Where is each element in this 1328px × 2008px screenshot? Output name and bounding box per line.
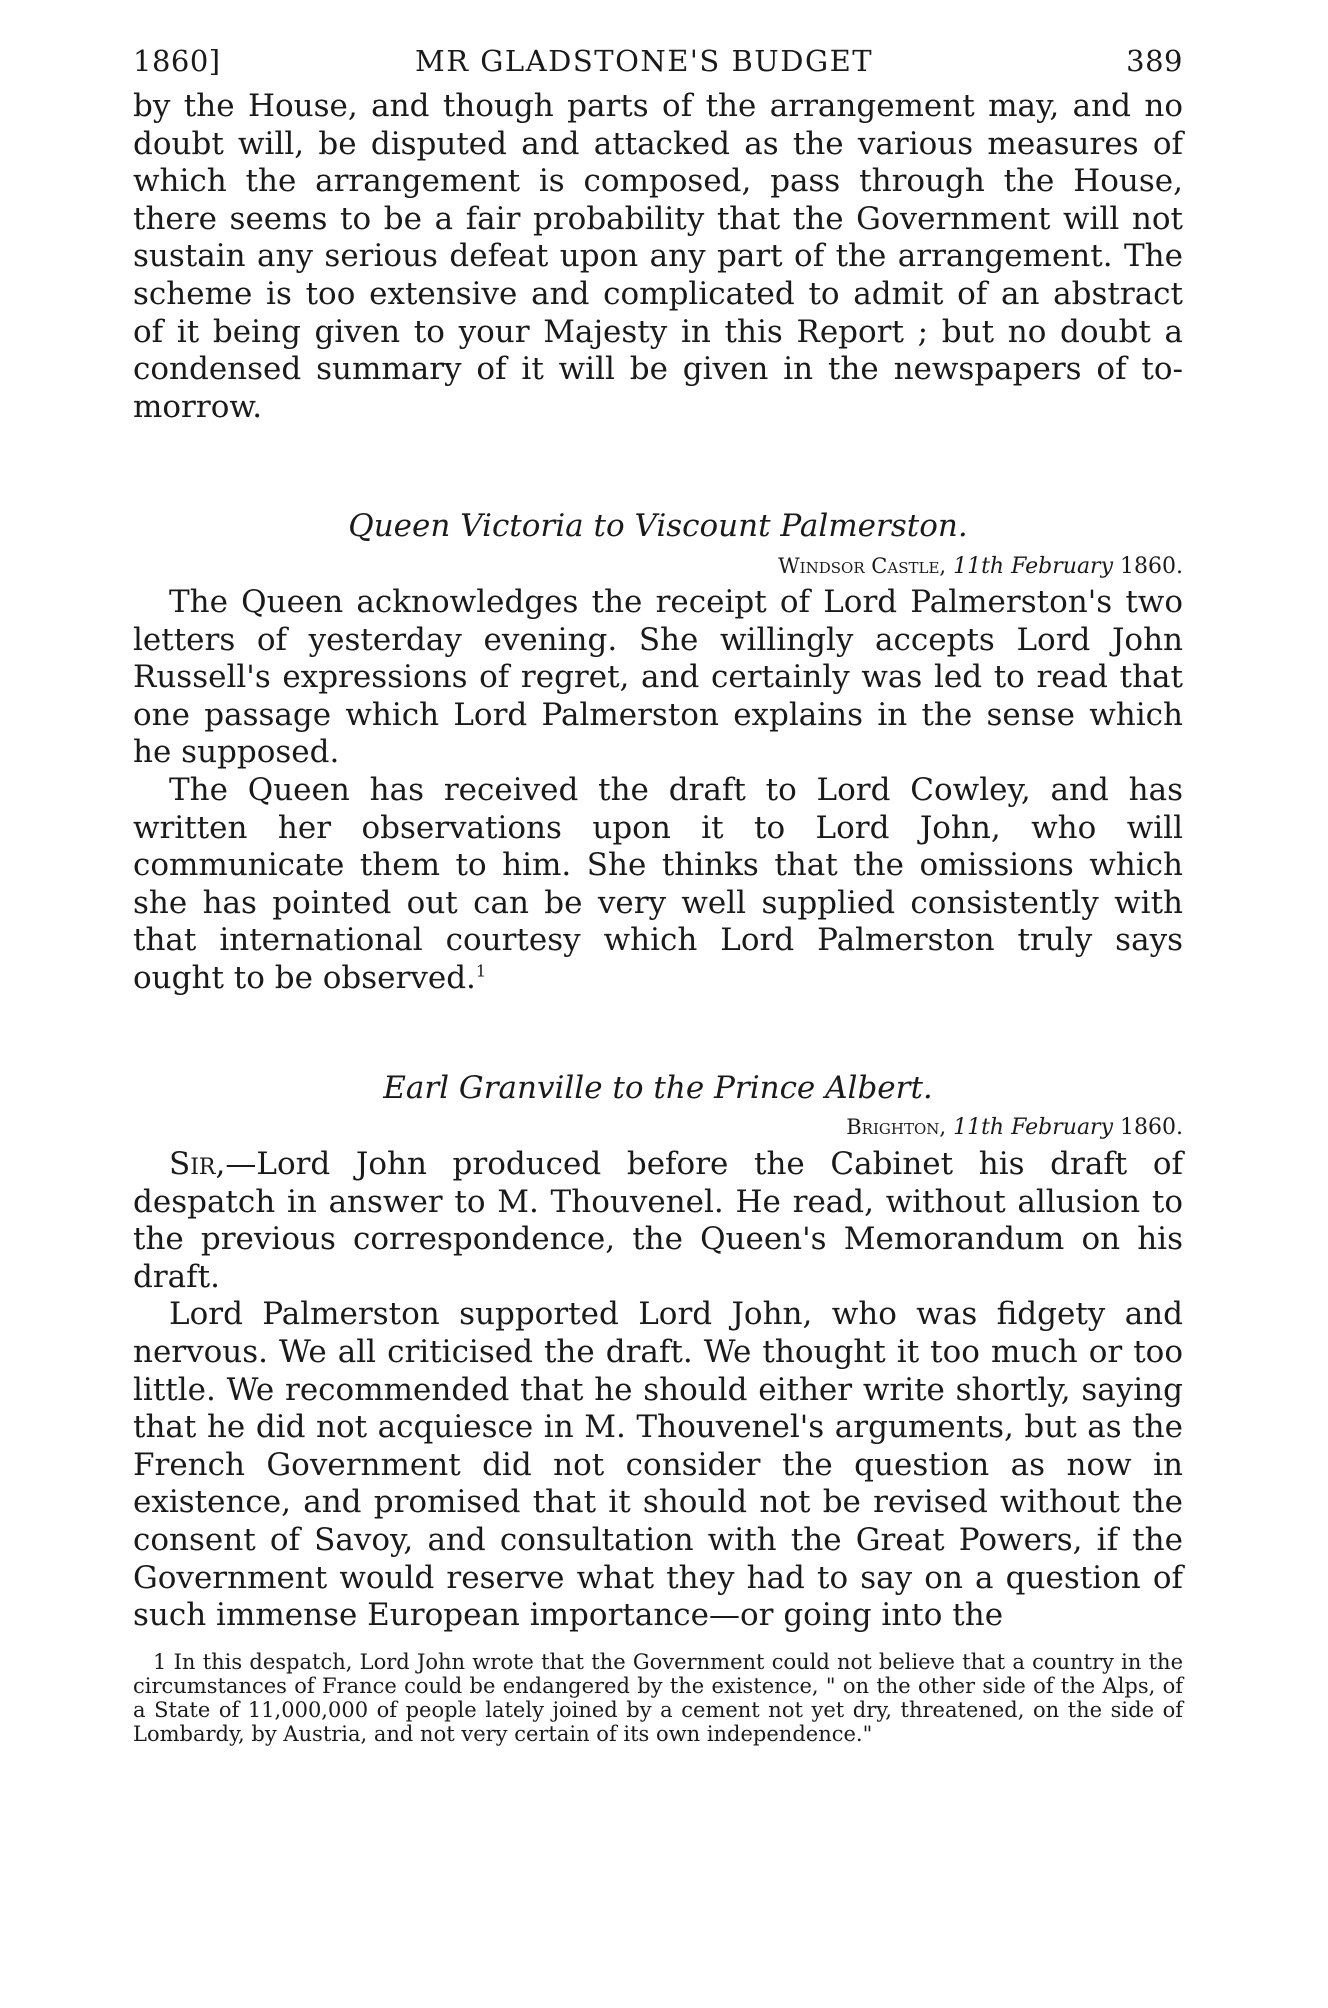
letter-paragraph: The Queen acknowledges the receipt of Lord Palmerston's two letters of yesterday evening. She willingly accepts Lord John Russell's expressions of regret, and certainly was led to read that one passage which Lord Palmerston explains in the sense which he supposed. xyxy=(133,584,1183,771)
dateline-day: 11th xyxy=(953,1115,1005,1140)
letter-dateline xyxy=(778,554,1183,579)
letter-paragraph: Sir,—Lord John produced before the Cabinet his draft of despatch in answer to M. Thouvenel. He read, without allusion to the previous correspondence, the Queen's Memorandum on his draft. xyxy=(133,1146,1183,1295)
letter-paragraph: The Queen has received the draft to Lord Cowley, and has written her observations upon it to Lord John, who will communicate them to him. She thinks that the omissions which she has pointed out can be very well supplied consistently with that international courtesy which Lord Palmerston truly says ought to be observed.$^1$ xyxy=(133,771,1183,996)
running-head-title: MR GLADSTONE'S BUDGET xyxy=(415,44,874,78)
dateline-year: 1860. xyxy=(1120,554,1183,579)
footnote xyxy=(133,1650,1183,1746)
letter-paragraph: Lord Palmerston supported Lord John, who was fidgety and nervous. We all criticised the draft. We thought it too much or too little. We recommended that he should either write shortly, saying that he did not acquiesce in M. Thouvenel's arguments, but as the French Government did not consider the question as now in existence, and promised that it should not be revised without the consent of Savoy, and consultation with the Great Powers, if the Government would reserve what they had to say on a question of such immense European importance—or going into the xyxy=(133,1296,1183,1634)
footnote-reference: 1 xyxy=(475,961,487,981)
letter-body xyxy=(133,1146,1183,1635)
dateline-day: 11th xyxy=(953,554,1005,579)
footnote-text: In this despatch, Lord John wrote that the Government could not believe that a country in the circumstances of France could be endangered by the existence, " on the other side of the Alps, of a State of 11,000,000 of people lately joined by a cement not yet dry, threatened, on the side of Lombardy, by Austria, and not very certain of its own independence." xyxy=(133,1650,1183,1746)
dateline-month: February xyxy=(1011,1115,1114,1140)
continuation-text xyxy=(133,88,1183,426)
dateline-place: Windsor Castle, xyxy=(778,554,947,578)
letter-heading: Queen Victoria to Viscount Palmerston. xyxy=(348,508,968,544)
page-number: 389 xyxy=(1126,44,1183,78)
running-head xyxy=(133,44,1183,84)
letter-body xyxy=(133,584,1183,998)
dateline-place: Brighton, xyxy=(846,1115,947,1139)
footnote-marker: 1 xyxy=(153,1650,167,1674)
continuation-paragraph: by the House, and though parts of the arrangement may, and no doubt will, be disputed and attacked as the various measures of which the arrangement is composed, pass through the House, there seems to be a fair probability that the Government will not sustain any serious defeat upon any part of the arrangement. The scheme is too extensive and complicated to admit of an abstract of it being given to your Majesty in this Report ; but no doubt a condensed summary of it will be given in the newspapers of to-morrow. xyxy=(133,88,1183,425)
salutation: Sir, xyxy=(169,1146,226,1182)
letter-dateline xyxy=(846,1115,1183,1140)
dateline-year: 1860. xyxy=(1120,1115,1183,1140)
dateline-month: February xyxy=(1011,554,1114,579)
letter-heading: Earl Granville to the Prince Albert. xyxy=(383,1070,933,1106)
running-head-year: 1860] xyxy=(133,44,221,78)
